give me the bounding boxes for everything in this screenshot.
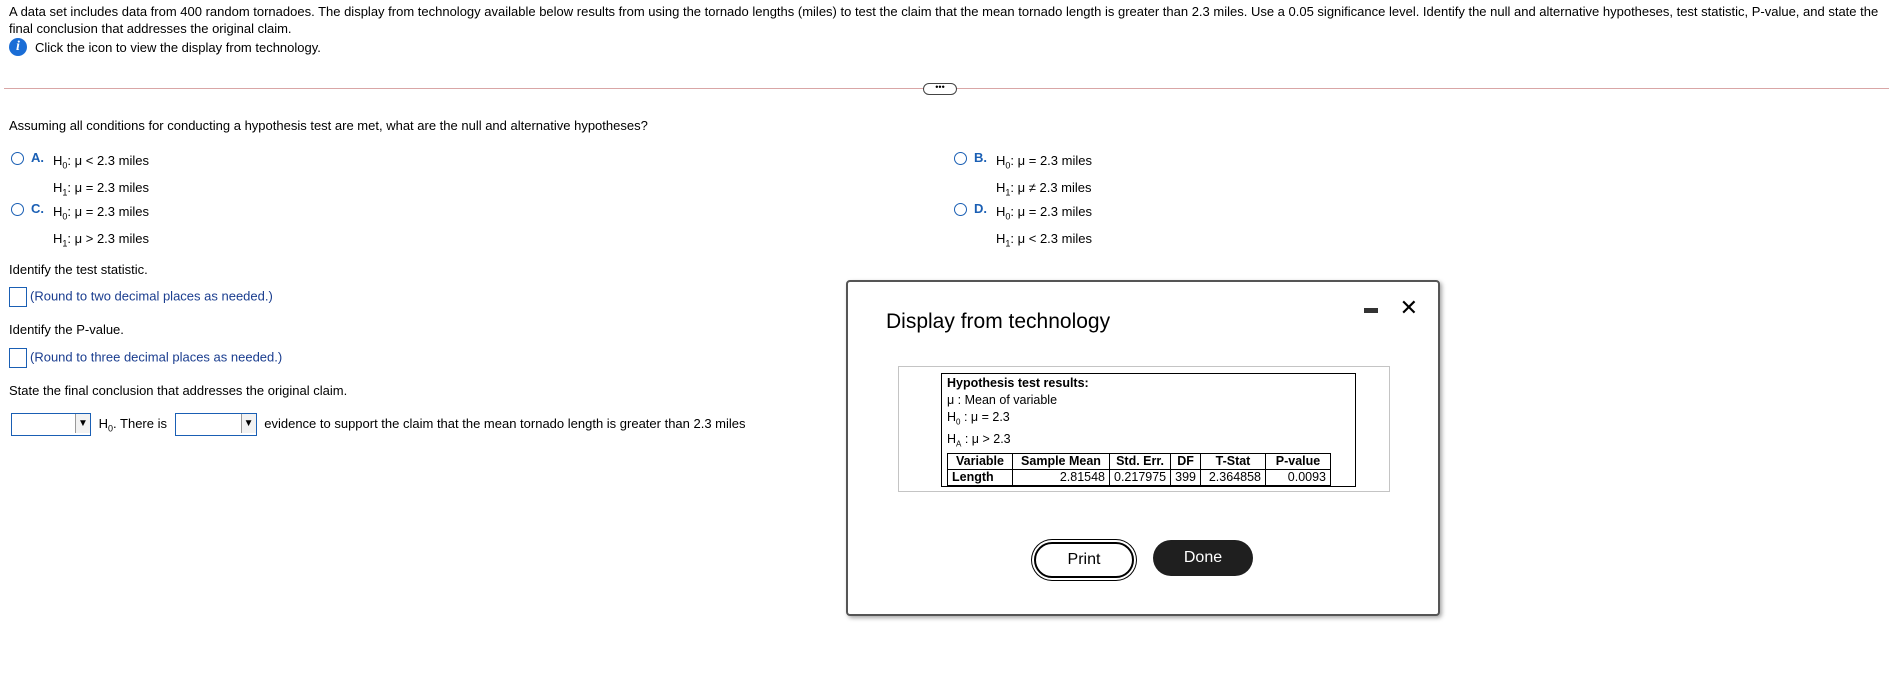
chevron-down-icon: ▼	[75, 414, 90, 433]
conclusion-row: ▼ $H_0$. There is ▼ evidence to support the claim that the mean tornado length is greater than 2.3 miles	[11, 413, 746, 436]
radio-c[interactable]	[11, 203, 24, 216]
choice-d-letter: D.	[974, 201, 987, 216]
minimize-icon[interactable]	[1364, 308, 1378, 313]
test-statistic-prompt: Identify the test statistic.	[9, 262, 148, 277]
table-header: DF	[1171, 454, 1201, 470]
table-header: Variable	[948, 454, 1013, 470]
print-button[interactable]: Print	[1034, 542, 1134, 578]
table-cell: 0.217975	[1110, 470, 1171, 486]
choice-a[interactable]: A. $H_0$: μ < 2.3 miles $H_1$: μ = 2.3 miles	[11, 150, 149, 203]
choice-b-h1: μ ≠ 2.3 miles	[1017, 179, 1092, 195]
choice-a-h1: μ = 2.3 miles	[74, 179, 149, 195]
alt-hypothesis-line: : μ > 2.3	[964, 431, 1011, 446]
close-icon[interactable]: ✕	[1399, 295, 1418, 320]
results-table	[947, 453, 1331, 486]
mu-definition: μ : Mean of variable	[947, 393, 1058, 407]
choice-a-letter: A.	[31, 150, 44, 165]
conclusion-mid-text: . There is	[113, 415, 167, 431]
info-text: Click the icon to view the display from technology.	[35, 39, 321, 55]
table-cell: 0.0093	[1266, 470, 1331, 486]
radio-d[interactable]	[954, 203, 967, 216]
table-cell: 399	[1171, 470, 1201, 486]
info-icon[interactable]: i	[9, 38, 27, 56]
table-row	[948, 470, 1331, 486]
choice-c-h1: μ > 2.3 miles	[74, 230, 149, 246]
test-statistic-hint: (Round to two decimal places as needed.)	[30, 288, 273, 304]
table-header: Std. Err.	[1110, 454, 1171, 470]
table-cell: 2.364858	[1201, 470, 1266, 486]
technology-output-frame	[898, 366, 1390, 492]
choice-b-h0: μ = 2.3 miles	[1017, 153, 1092, 168]
evidence-dropdown[interactable]	[175, 413, 257, 436]
question-text: A data set includes data from 400 random tornadoes. The display from technology available below results from using the tornado lengths (miles) to test the claim that the mean tornado length is greater than 2.3 miles. Use a 0.05 significance level. Identify the null and alternative hypotheses, test statistic, P-value, and state the final conclusion that addresses the original claim.	[9, 4, 1879, 36]
p-value-prompt: Identify the P-value.	[9, 322, 124, 337]
expand-button[interactable]: •••	[923, 83, 957, 95]
test-statistic-row	[9, 287, 273, 307]
chevron-down-icon: ▼	[241, 414, 256, 433]
table-cell: Length	[948, 470, 1013, 486]
null-hypothesis-line: : μ = 2.3	[963, 410, 1010, 424]
table-header: P-value	[1266, 454, 1331, 470]
reject-dropdown[interactable]	[11, 413, 91, 436]
choice-b-letter: B.	[974, 150, 987, 165]
dialog-title: Display from technology	[886, 310, 1111, 333]
choice-c[interactable]: C. $H_0$: μ = 2.3 miles $H_1$: μ > 2.3 miles	[11, 201, 149, 254]
choice-c-letter: C.	[31, 201, 44, 216]
choice-d[interactable]: D. $H_0$: μ = 2.3 miles $H_1$: μ < 2.3 miles	[954, 201, 1092, 254]
results-heading: Hypothesis test results:	[947, 376, 1089, 390]
done-button[interactable]: Done	[1153, 540, 1253, 576]
choice-d-h0: μ = 2.3 miles	[1017, 204, 1092, 219]
table-cell: 2.81548	[1013, 470, 1110, 486]
table-header: T-Stat	[1201, 454, 1266, 470]
technology-dialog	[846, 280, 1440, 616]
choice-c-h0: μ = 2.3 miles	[74, 204, 149, 219]
p-value-hint: (Round to three decimal places as needed.)	[30, 349, 283, 365]
table-header-row	[948, 454, 1331, 470]
info-row	[9, 38, 321, 56]
conclusion-prompt: State the final conclusion that addresses the original claim.	[9, 383, 348, 398]
technology-output: Hypothesis test results: μ : Mean of variable $H_0$ : μ = 2.3 $H_A$ : μ > 2.3 Variable Sample Mean Std. Err. DF T-Stat P-value Length 2.81548 0.217975 399 2.364858 0.0093	[941, 373, 1356, 487]
conclusion-end-text: evidence to support the claim that the mean tornado length is greater than 2.3 miles	[264, 415, 746, 431]
choice-d-h1: μ < 2.3 miles	[1017, 230, 1092, 246]
choice-a-h0: μ < 2.3 miles	[74, 153, 149, 168]
table-header: Sample Mean	[1013, 454, 1110, 470]
p-value-input[interactable]	[9, 348, 27, 368]
radio-b[interactable]	[954, 152, 967, 165]
choice-b[interactable]: B. $H_0$: μ = 2.3 miles $H_1$: μ ≠ 2.3 miles	[954, 150, 1092, 203]
p-value-row	[9, 348, 282, 368]
hypotheses-prompt: Assuming all conditions for conducting a hypothesis test are met, what are the null and alternative hypotheses?	[9, 118, 648, 133]
test-statistic-input[interactable]	[9, 287, 27, 307]
radio-a[interactable]	[11, 152, 24, 165]
